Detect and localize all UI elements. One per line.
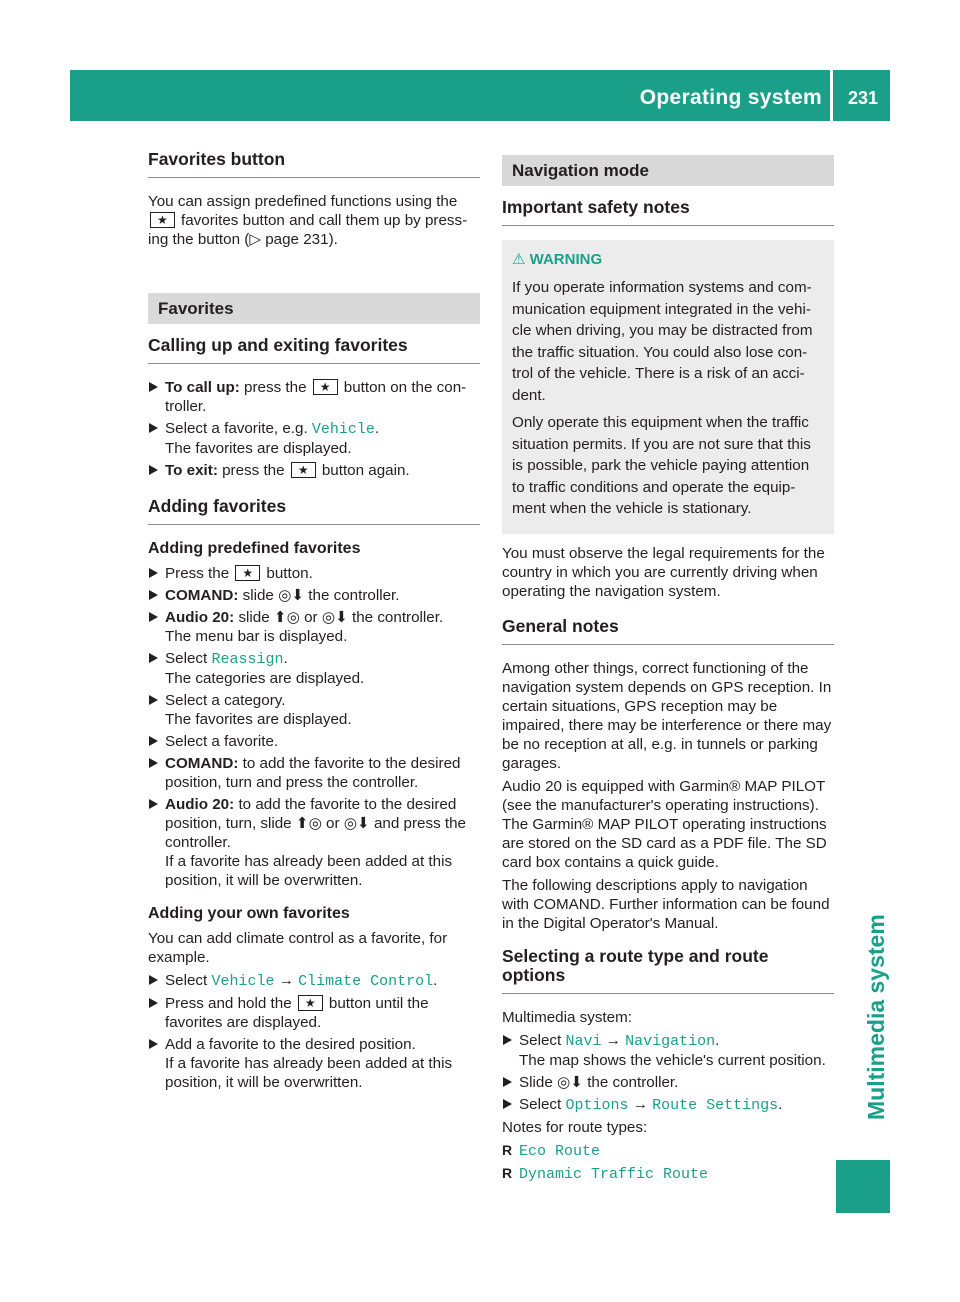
text: To call up: [165, 379, 240, 396]
text: COMAND: [165, 755, 239, 772]
star-icon: ★ [298, 995, 323, 1011]
text: Select [165, 650, 208, 667]
favorites-button-text [148, 192, 480, 249]
star-icon: ★ [235, 565, 260, 581]
menu-term: Route Settings [652, 1096, 779, 1114]
step [148, 732, 480, 751]
text: The menu bar is displayed. [165, 628, 348, 645]
calling-heading: Calling up and exiting favorites [148, 336, 480, 364]
favorites-button-heading: Favorites button [148, 150, 480, 178]
text: . [433, 972, 438, 989]
menu-term: Dynamic Traffic Route [519, 1165, 709, 1183]
text: Add a favorite to the desired position. [165, 1036, 416, 1053]
text: slide ⬆◎ or ◎⬇ the controller. [238, 609, 444, 626]
safety-heading: Important safety notes [502, 198, 834, 226]
list-item [502, 1141, 834, 1161]
text: button. [266, 565, 313, 582]
page-number: 231 [847, 88, 878, 108]
text: Select a favorite, e.g. [165, 420, 308, 437]
text: If a favorite has already been added at this position, it will be overwritten. [165, 853, 453, 889]
right-column [502, 155, 834, 1187]
text: The map shows the vehicle's current position. [519, 1051, 826, 1069]
adding-heading: Adding favorites [148, 497, 480, 525]
text: The favorites are displayed. [165, 440, 352, 457]
text: COMAND: [165, 587, 239, 604]
paragraph: The following descriptions apply to navigation with COMAND. Further information can be found in the Digital Operator's Manual. [502, 876, 830, 932]
header-divider [830, 70, 833, 121]
step [148, 378, 480, 416]
text: to add the favorite to the desired position, turn, slide ⬆◎ or ◎⬇ and press the controller. [165, 796, 466, 851]
arrow-icon: → [632, 1095, 648, 1113]
text: to add the favorite to the desired position, turn and press the controller. [165, 755, 461, 791]
menu-term: Eco Route [519, 1142, 601, 1160]
arrow-icon: → [278, 972, 294, 989]
text: Press and hold the [165, 995, 292, 1012]
paragraph: Among other things, correct functioning of the navigation system depends on GPS reception. In certain situations, GPS reception may be impaired, there may be interference or there may be no reception at all, e.g. in tunnels or parking garages. [502, 659, 832, 772]
step [148, 608, 480, 646]
step [502, 1031, 834, 1070]
paragraph: You must observe the legal requirements for the country in which you are currently driving when operating the navigation system. [502, 544, 825, 600]
star-icon: ★ [291, 462, 316, 478]
menu-term: Options [565, 1096, 629, 1114]
text: . [715, 1031, 720, 1049]
text: favorites button and call them up by press- [181, 212, 468, 229]
step [502, 1073, 834, 1092]
warning-box [502, 240, 834, 534]
text: WARNING [529, 251, 603, 268]
step [148, 564, 480, 583]
route-heading: Selecting a route type and route options [502, 947, 834, 994]
step [148, 691, 480, 729]
text: If a favorite has already been added at this position, it will be overwritten. [165, 1055, 453, 1091]
step [148, 586, 480, 605]
text: . [374, 420, 380, 437]
text: Audio 20: [165, 796, 235, 813]
warning-text: Only operate this equipment when the traffic situation permits. If you are not sure that this is possible, park the vehicle paying attention to traffic conditions and operate the equip-ment when the vehicle is stationary. [512, 414, 811, 517]
subheading: Adding your own favorites [148, 905, 350, 922]
text: The favorites are displayed. [165, 711, 352, 728]
text: press the [222, 462, 285, 479]
warning-triangle-icon: ⚠ [512, 251, 526, 268]
text: The categories are displayed. [165, 670, 365, 687]
text: . [283, 650, 288, 667]
text: Press the [165, 565, 230, 582]
general-notes-heading: General notes [502, 617, 834, 645]
menu-term: Vehicle [311, 421, 375, 438]
text: Select a favorite. [165, 733, 279, 750]
subheading: Adding predefined favorites [148, 540, 361, 557]
step [148, 795, 480, 890]
paragraph: You can add climate control as a favorite, for example. [148, 930, 448, 966]
step [148, 461, 480, 480]
text: Select [165, 972, 208, 989]
list-item [502, 1164, 834, 1184]
menu-term: Reassign [211, 651, 284, 668]
paragraph: Notes for route types: [502, 1118, 648, 1136]
step [148, 1035, 480, 1092]
menu-term: Navigation [625, 1032, 716, 1050]
star-icon: ★ [150, 212, 175, 228]
warning-heading [512, 250, 824, 269]
step [502, 1095, 834, 1115]
text: To exit: [165, 462, 218, 479]
step [148, 754, 480, 792]
favorites-section-bar: Favorites [148, 293, 480, 324]
text: Audio 20: [165, 609, 235, 626]
text: button until the favorites are displayed. [165, 995, 429, 1031]
step [148, 649, 480, 688]
step [148, 994, 480, 1032]
header-bar [70, 70, 890, 121]
text: ing the button (▷ page 231). [148, 231, 338, 248]
menu-term: Climate Control [298, 973, 434, 990]
text: button again. [321, 462, 410, 479]
menu-term: Navi [565, 1032, 602, 1050]
text: You can assign predefined functions using the [148, 193, 458, 210]
paragraph: Multimedia system: [502, 1008, 632, 1026]
star-icon: ★ [313, 379, 338, 395]
step [148, 971, 480, 991]
text: Select [519, 1095, 562, 1113]
navigation-section-bar: Navigation mode [502, 155, 834, 186]
menu-term: Vehicle [211, 973, 275, 990]
side-tab-label: Multimedia system [863, 914, 889, 1120]
left-column [148, 150, 480, 1095]
paragraph: Audio 20 is equipped with Garmin® MAP PILOT (see the manufacturer's operating instructions). The Garmin® MAP PILOT operating instructions are stored on the SD card as a PDF file. The SD card box contains a quick guide. [502, 777, 827, 871]
warning-text: If you operate information systems and com-munication equipment integrated in the vehi-cle when driving, you may be distracted from the traffic situation. You could also lose con-trol of the vehicle. There is a risk of an acci-dent. [512, 279, 813, 404]
step [148, 419, 480, 458]
text: Select [519, 1031, 562, 1049]
text: press the [244, 379, 307, 396]
text: Slide ◎⬇ the controller. [519, 1073, 679, 1091]
text: slide ◎⬇ the controller. [242, 587, 400, 604]
text: Select a category. [165, 692, 286, 709]
arrow-icon: → [605, 1031, 621, 1049]
text: . [778, 1095, 783, 1113]
text: button on the con-troller. [165, 379, 467, 415]
side-tab-marker [836, 1160, 890, 1213]
section-title: Operating system [639, 86, 822, 109]
